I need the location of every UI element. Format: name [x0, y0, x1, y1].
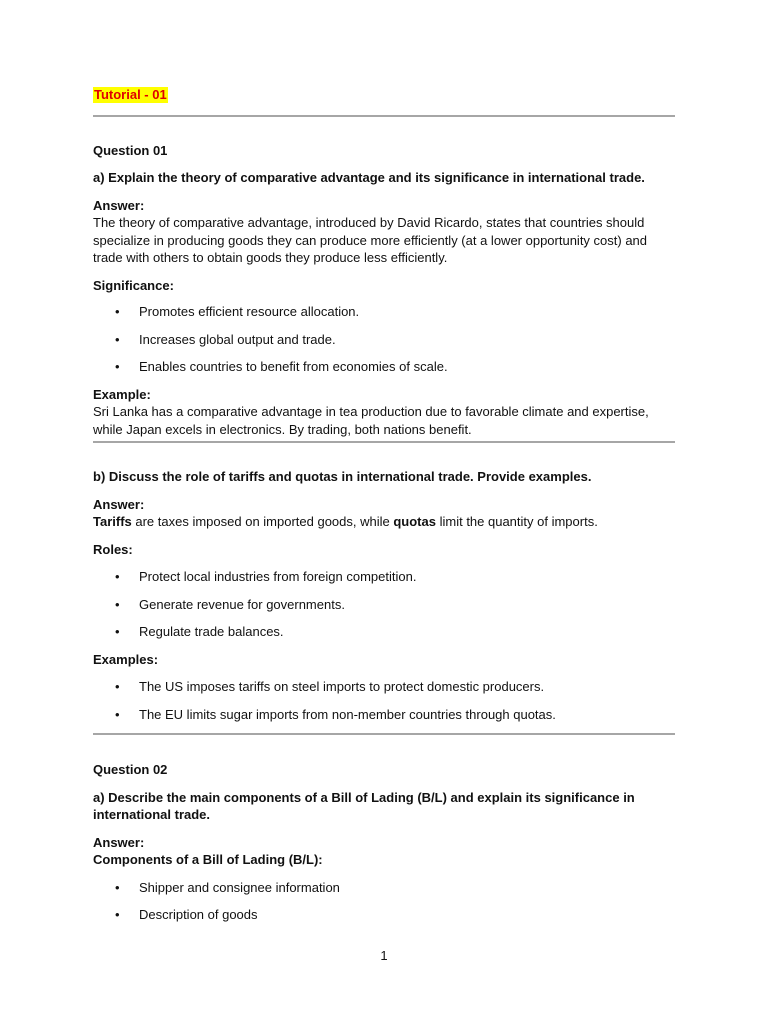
answer-label: Answer: — [93, 834, 145, 850]
list-item: • The EU limits sugar imports from non-member countries through quotas. — [93, 706, 675, 724]
list-item: • Generate revenue for governments. — [93, 596, 675, 614]
list-item: • Protect local industries from foreign competition. — [93, 568, 675, 586]
list-item: • Increases global output and trade. — [93, 331, 675, 349]
example-text: Sri Lanka has a comparative advantage in tea production due to favorable climate and expertise, while Japan excels in electronics. By trading, both nations benefit. — [93, 404, 649, 437]
question-1a-text: a) Explain the theory of comparative advantage and its significance in international trade. — [93, 170, 645, 185]
examples-label: Examples: — [93, 651, 159, 667]
significance-list — [93, 303, 675, 376]
list-item: • Promotes efficient resource allocation. — [93, 303, 675, 321]
document-body — [93, 86, 675, 924]
answer-label: Answer: — [93, 197, 145, 213]
roles-label: Roles: — [93, 541, 133, 557]
components-label: Components of a Bill of Lading (B/L): — [93, 852, 323, 867]
question-2a-text: a) Describe the main components of a Bill of Lading (B/L) and explain its significance in international trade. — [93, 789, 635, 822]
answer-text: The theory of comparative advantage, introduced by David Ricardo, states that countries should specialize in producing goods they can produce more efficiently (at a lower opportunity cost) and trade with others to obtain goods they produce less efficiently. — [93, 215, 648, 265]
page-number: 1 — [380, 948, 388, 963]
term-tariffs: Tariffs — [93, 514, 132, 529]
question-1-heading: Question 01 — [93, 142, 168, 158]
list-item: • Description of goods — [93, 906, 675, 924]
list-item: • Regulate trade balances. — [93, 623, 675, 641]
list-item: • Enables countries to benefit from economies of scale. — [93, 358, 675, 376]
list-item: • The US imposes tariffs on steel imports to protect domestic producers. — [93, 678, 675, 696]
question-2-heading: Question 02 — [93, 762, 168, 777]
question-1b-text: b) Discuss the role of tariffs and quotas in international trade. Provide examples. — [93, 469, 592, 484]
divider — [93, 115, 675, 117]
components-list — [93, 879, 675, 924]
answer-text-mid: are taxes imposed on imported goods, while — [131, 514, 394, 529]
answer-text-end: limit the quantity of imports. — [435, 514, 598, 529]
significance-label: Significance: — [93, 277, 174, 293]
answer-label: Answer: — [93, 496, 145, 512]
document-title: Tutorial - 01 — [94, 87, 167, 102]
roles-list — [93, 568, 675, 641]
term-quotas: quotas — [393, 514, 436, 529]
title-wrapper — [93, 86, 675, 104]
example-label: Example: — [93, 386, 151, 402]
list-item: • Shipper and consignee information — [93, 879, 675, 897]
examples-list — [93, 678, 675, 723]
divider — [93, 733, 675, 735]
tariffs-answer-text — [93, 513, 675, 531]
divider — [93, 441, 675, 443]
